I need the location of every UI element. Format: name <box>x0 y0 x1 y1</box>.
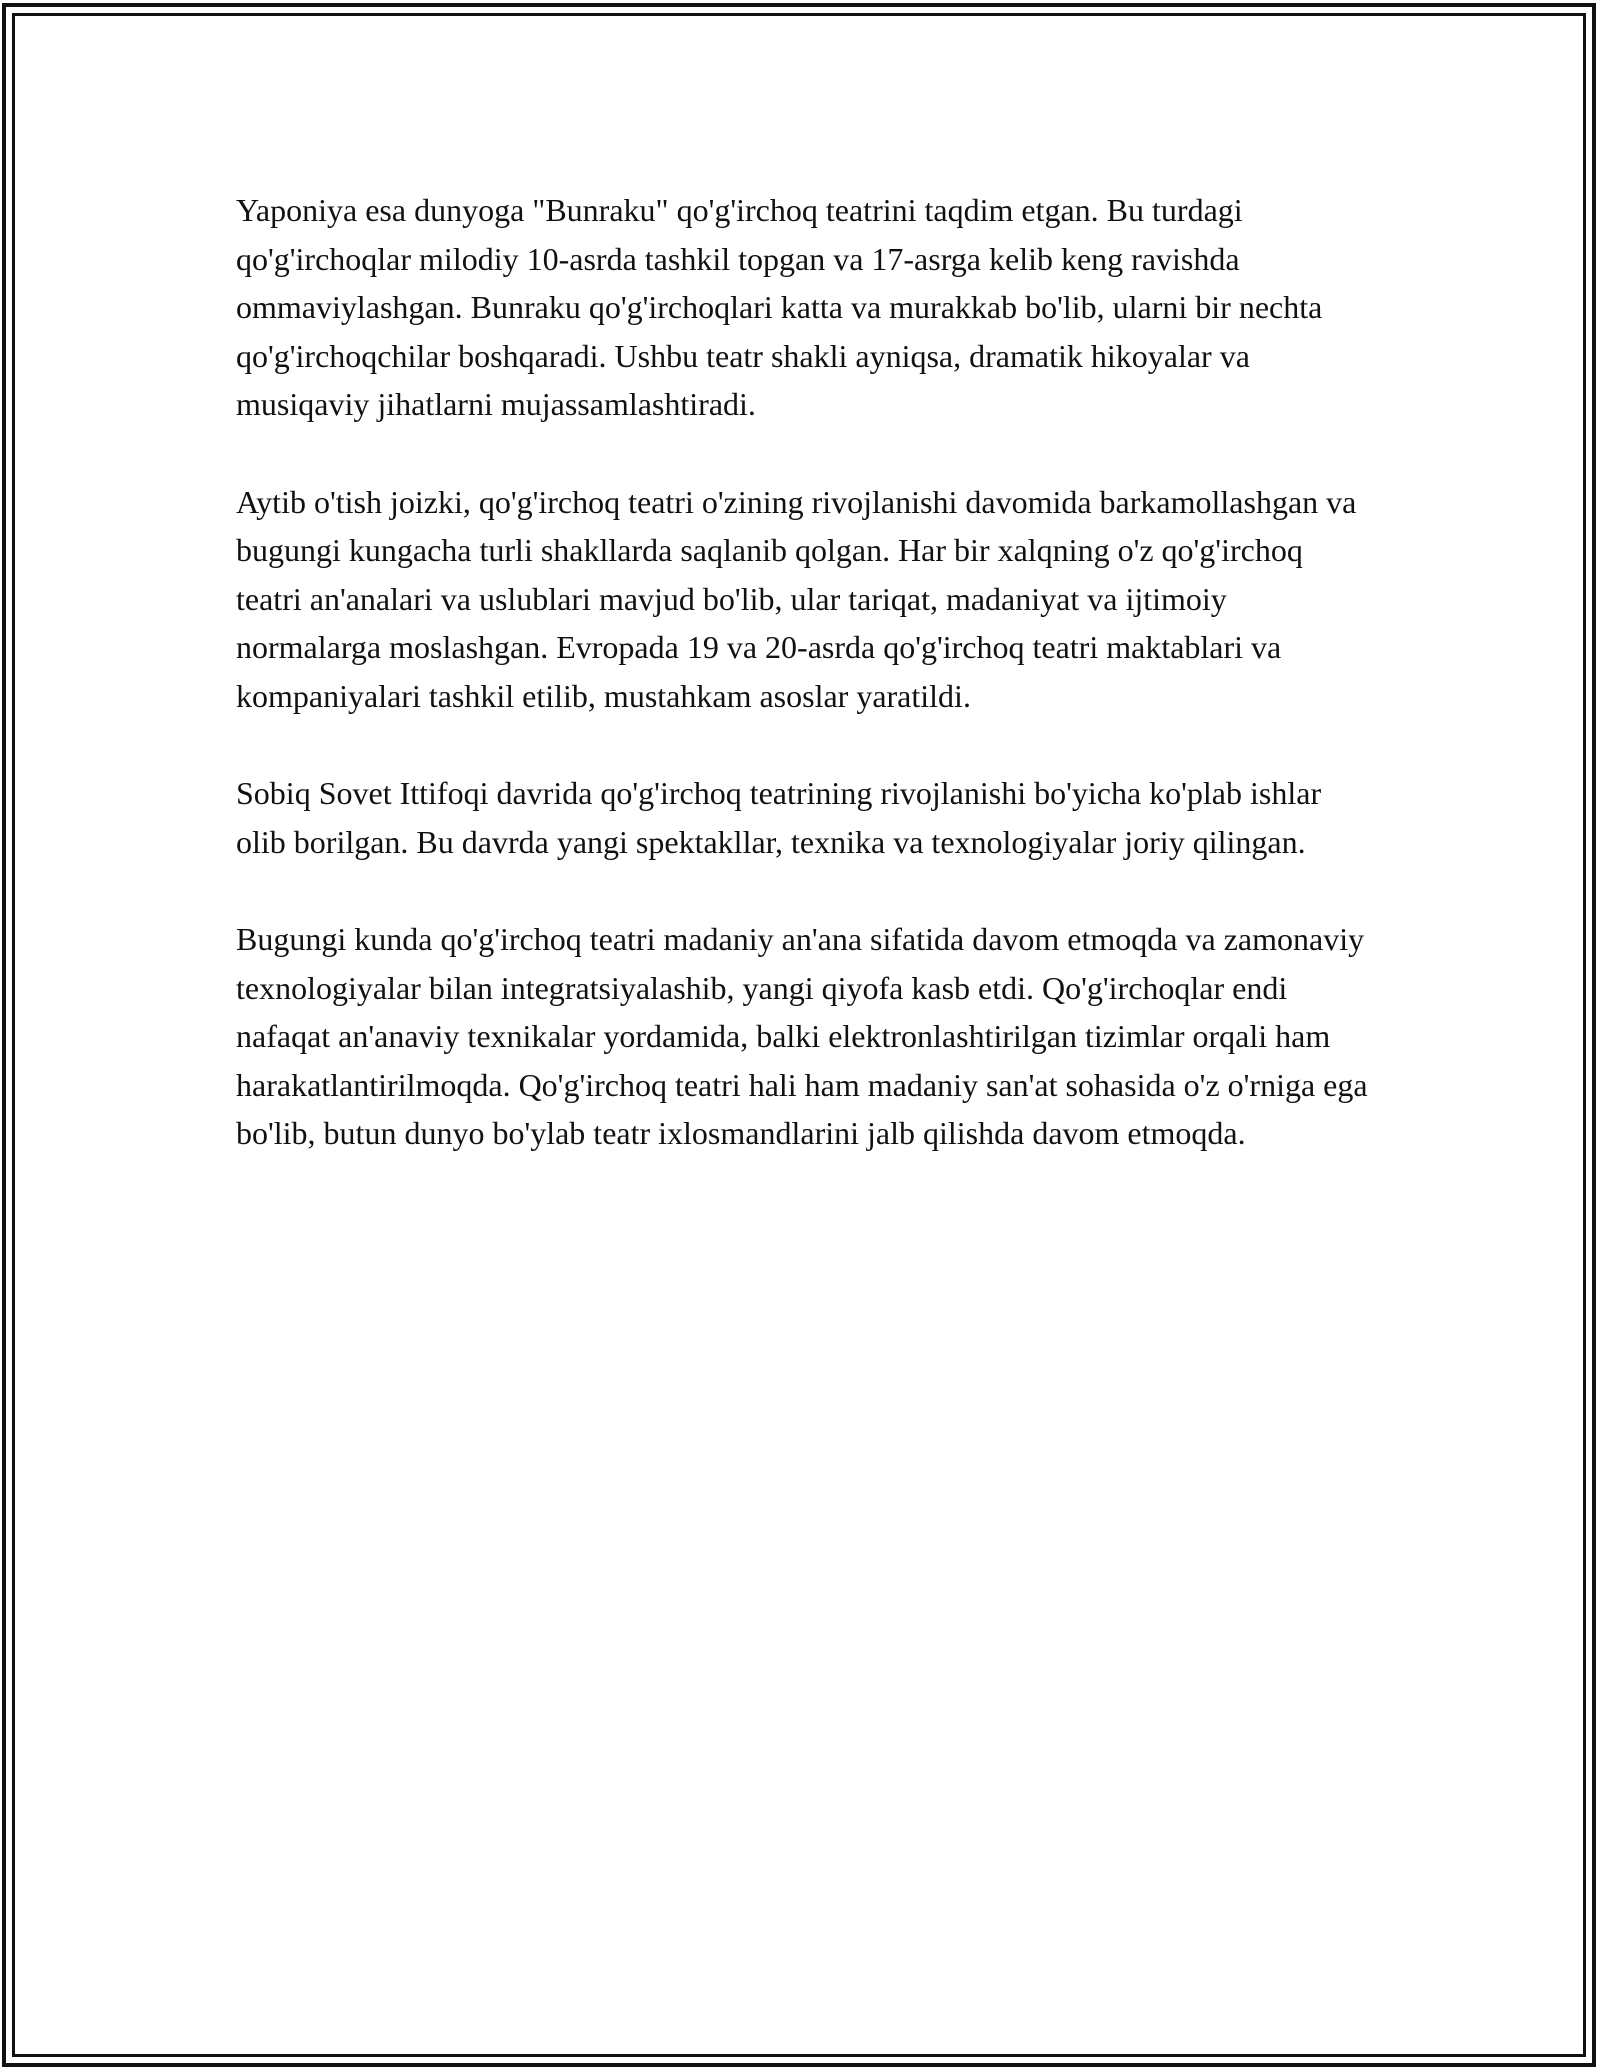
paragraph-development: Aytib o'tish joizki, qo'g'irchoq teatri o'zining rivojlanishi davomida barkamollashgan va bugungi kungacha turli shakllarda saqlanib qolgan. Har bir xalqning o'z qo'g'irchoq teatri an'analari va uslublari mavjud bo'lib, ular tariqat, madaniyat va ijtimoiy normalarga moslashgan. Evropada 19 va 20-asrda qo'g'irchoq teatri maktablari va kompaniyalari tashkil etilib, mustahkam asoslar yaratildi. <box>236 483 1357 714</box>
document-body <box>236 186 1376 1206</box>
paragraph-modern-day: Bugungi kunda qo'g'irchoq teatri madaniy an'ana sifatida davom etmoqda va zamonaviy texnologiyalar bilan integratsiyalashib, yangi qiyofa kasb etdi. Qo'g'irchoqlar endi nafaqat an'anaviy texnikalar yordamida, balki elektronlashtirilgan tizimlar orqali ham harakatlantirilmoqda. Qo'g'irchoq teatri hali ham madaniy san'at sohasida o'z o'rniga ega bo'lib, butun dunyo bo'ylab teatr ixlosmandlarini jalb qilishda davom etmoqda. <box>236 920 1368 1152</box>
paragraph-soviet-era: Sobiq Sovet Ittifoqi davrida qo'g'irchoq teatrining rivojlanishi bo'yicha ko'plab ishlar olib borilgan. Bu davrda yangi spektakllar, texnika va texnologiyalar joriy qilingan. <box>236 775 1322 860</box>
paragraph-bunraku: Yaponiya esa dunyoga "Bunraku" qo'g'irchoq teatrini taqdim etgan. Bu turdagi qo'g'irchoqlar milodiy 10-asrda tashkil topgan va 17-asrga kelib keng ravishda ommaviylashgan. Bunraku qo'g'irchoqlari katta va murakkab bo'lib, ularni bir nechta qo'g'irchoqchilar boshqaradi. Ushbu teatr shakli ayniqsa, dramatik hikoyalar va musiqaviy jihatlarni mujassamlashtiradi. <box>236 192 1323 423</box>
